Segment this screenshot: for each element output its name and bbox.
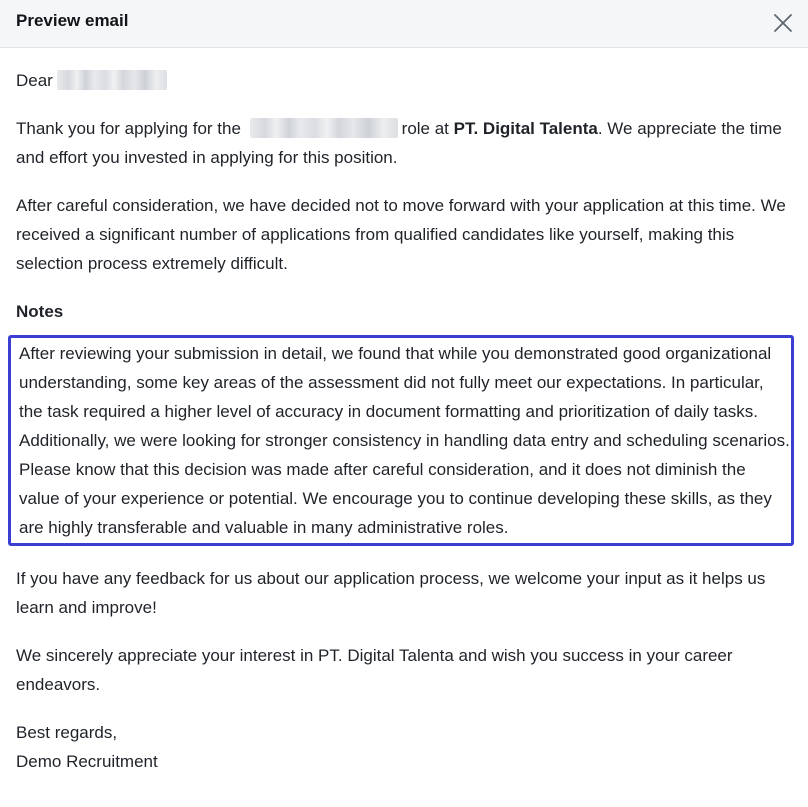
intro-paragraph (16, 114, 796, 172)
notes-highlight-box (8, 335, 794, 546)
close-button[interactable] (772, 12, 794, 34)
decision-paragraph: After careful consideration, we have decided not to move forward with your application at this time. We received a significant number of applications from qualified candidates like yourself, making this selection process extremely difficult. (16, 196, 786, 273)
redacted-role-name (250, 118, 398, 138)
feedback-paragraph: If you have any feedback for us about our application process, we welcome your input as it helps us learn and improve! (16, 569, 766, 617)
intro-text-3: . We appreciate the time and effort you invested in applying for this position. (16, 119, 782, 167)
modal-title: Preview email (16, 11, 129, 30)
close-icon (772, 12, 794, 34)
notes-text: After reviewing your submission in detail, we found that while you demonstrated good organizational understanding, some key areas of the assessment did not fully meet our expectations. In particular, the task required a higher level of accuracy in document formatting and prioritization of daily tasks. Additionally, we were looking for stronger consistency in handling data entry and scheduling scenarios. Please know that this decision was made after careful consideration, and it does not diminish the value of your experience or potential. We encourage you to continue developing these skills, as they are highly transferable and valuable in many administrative roles. (19, 344, 790, 537)
email-body (16, 66, 796, 776)
modal-header (0, 0, 808, 48)
company-name: PT. Digital Talenta (453, 119, 598, 138)
greeting-text: Dear (16, 71, 53, 90)
greeting-line (16, 66, 796, 95)
intro-text-2: role at (401, 119, 449, 138)
signoff-text: Best regards, (16, 723, 118, 742)
notes-heading: Notes (16, 302, 64, 321)
intro-text-1: Thank you for applying for the (16, 119, 241, 138)
signature-block (16, 718, 796, 776)
redacted-candidate-name (57, 70, 167, 90)
sender-name: Demo Recruitment (16, 752, 158, 771)
closing-paragraph: We sincerely appreciate your interest in PT. Digital Talenta and wish you success in your career endeavors. (16, 646, 733, 694)
